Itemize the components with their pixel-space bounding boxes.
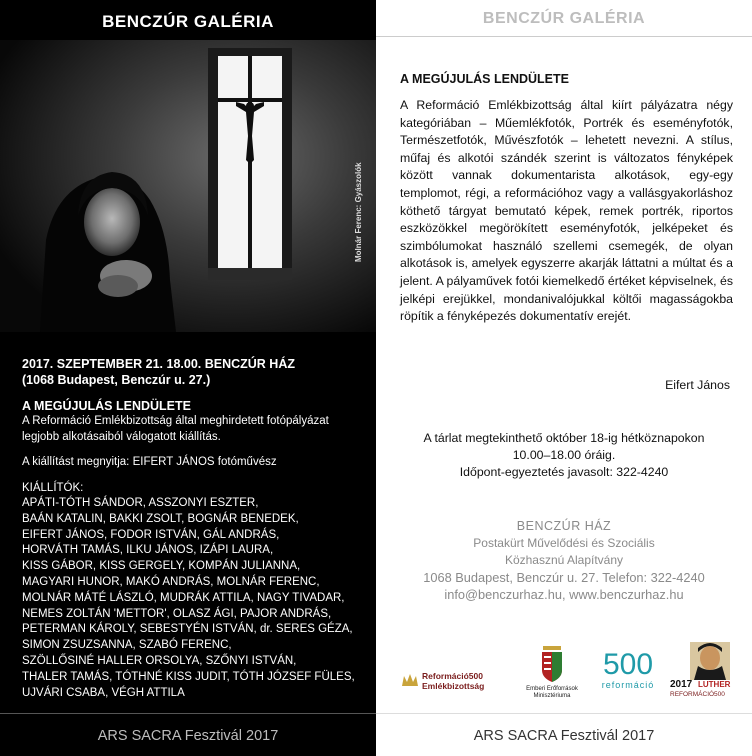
svg-text:500: 500: [602, 648, 654, 681]
exhibitor-line: THALER TAMÁS, TÓTHNÉ KISS JUDIT, TÓTH JÓZSEF FÜLES,: [22, 670, 355, 683]
photo-credit: Molnár Ferenc: Gyászolók: [354, 162, 363, 262]
organizer-contact[interactable]: info@benczurhaz.hu, www.benczurhaz.hu: [444, 587, 684, 602]
crown-icon: [400, 668, 500, 694]
exhibition-description: A Reformáció Emlékbizottság által kiírt pályázatra négy kategóriában – Műemlékfotók, Portrék és eseményfotók, Természetfotók, Művészfotók – lehetett nevezni. A stílus, műfaj és alkotói szándék szerint is változatos fényképek között vannak dokumentarista alkotások, egy-egy templomot, régi, a reformációhoz vagy a vallásgyakorláshoz köthető tárgyat bemutató képek, remek portrék, riportos eszközökkel megörökített eseményfotók, jelképeket és szimbólumokat használó szellemi csemegék, de olyan alkotások is, amelyek egyszerre akarják láttatni a múltat és a jelent. A pályaművek fotói kiemelkedő értéket képviselnek, és jelképi erejükkel, mondanivalójukkal költői magasságokba röpítik a fényképezés dokumentatív erejét.: [400, 98, 733, 324]
exhibitor-line: HORVÁTH TAMÁS, ILKU JÁNOS, IZÁPI LAURA,: [22, 544, 274, 557]
svg-text:REFORMÁCIÓ500: REFORMÁCIÓ500: [670, 691, 725, 698]
mourning-woman-crucifix-photo: [0, 40, 376, 332]
right-footer: [376, 713, 752, 756]
visiting-dates: A tárlat megtekinthető október 18-ig hétköznapokon: [423, 431, 705, 445]
exhibitor-line: MAGYARI HUNOR, MAKÓ ANDRÁS, MOLNÁR FERENC,: [22, 575, 320, 588]
right-exhibition-heading: A MEGÚJULÁS LENDÜLETE: [400, 72, 569, 86]
opening-speaker: A kiállítást megnyitja: EIFERT JÁNOS fotóművész: [22, 456, 277, 468]
exhibitors-list: [22, 496, 367, 701]
left-footer: [0, 713, 376, 756]
reformacio-500-logo: [592, 642, 664, 698]
appointment-phone: Időpont-egyeztetés javasolt: 322-4240: [459, 465, 669, 479]
svg-text:Minisztériuma: Minisztériuma: [533, 693, 571, 698]
event-address: (1068 Budapest, Benczúr u. 27.): [22, 373, 211, 387]
foundation-name-line1: Postakürt Művelődési és Szociális: [473, 536, 655, 550]
exhibitor-line: NEMES ZOLTÁN 'METTOR', OLASZ ÁGI, PAJOR ANDRÁS,: [22, 607, 332, 620]
reformacio-500-icon: [592, 642, 664, 698]
luther-portrait-icon: [668, 640, 736, 698]
exhibitor-line: APÁTI-TÓTH SÁNDOR, ASSZONYI ESZTER,: [22, 497, 259, 509]
svg-text:LUTHER: LUTHER: [698, 680, 731, 689]
exhibitor-line: BAÁN KATALIN, BAKKI ZSOLT, BOGNÁR BENEDEK,: [22, 512, 299, 525]
organizer-name: BENCZÚR HÁZ: [516, 519, 612, 533]
left-exhibition-intro: A Reformáció Emlékbizottság által meghirdetett fotópályázat legjobb alkotásaiból válogatott kiállítás.: [22, 415, 329, 443]
reformacio-emlekbizottsag-logo: [400, 668, 500, 694]
svg-text:reformáció: reformáció: [601, 680, 655, 690]
right-gallery-title: BENCZÚR GALÉRIA: [482, 10, 646, 27]
exhibitor-line: KISS GÁBOR, KISS GERGELY, KOMPÁN JULIANNA,: [22, 560, 301, 573]
emmi-ministry-logo: [504, 644, 600, 698]
luther-2017-logo: [668, 640, 736, 698]
description-author: Eifert János: [665, 378, 730, 392]
exhibition-photo: [0, 40, 376, 332]
exhibitor-line: MOLNÁR MÁTÉ LÁSZLÓ, MUDRÁK ATTILA, NAGY TIVADAR,: [22, 591, 345, 604]
visiting-info: [376, 430, 752, 481]
right-panel: [376, 0, 752, 756]
exhibitor-line: SIMON ZSUZSANNA, SZABÓ FERENC,: [22, 639, 232, 652]
title-divider: [376, 36, 752, 37]
visiting-hours: 10.00–18.00 óráig.: [512, 448, 616, 462]
left-festival-footer: ARS SACRA Fesztivál 2017: [97, 728, 279, 744]
event-date: 2017. SZEPTEMBER 21. 18.00. BENCZÚR HÁZ: [22, 357, 295, 371]
svg-text:Emlékbizottság: Emlékbizottság: [422, 681, 485, 691]
left-exhibition-heading: A MEGÚJULÁS LENDÜLETE: [22, 399, 191, 413]
sponsor-logos: [376, 640, 752, 700]
exhibitor-line: SZÖLLŐSINÉ HALLER ORSOLYA, SZŐNYI ISTVÁN,: [22, 654, 297, 667]
exhibitors-label: KIÁLLÍTÓK:: [22, 482, 84, 494]
exhibitor-line: PETERMAN KÁROLY, SEBESTYÉN ISTVÁN, dr. SERES GÉZA,: [22, 623, 353, 636]
svg-text:Emberi Erőforrások: Emberi Erőforrások: [526, 686, 578, 692]
right-festival-footer: ARS SACRA Fesztivál 2017: [473, 728, 655, 744]
organizer-address: 1068 Budapest, Benczúr u. 27. Telefon: 322-4240: [423, 570, 705, 585]
svg-text:2017: 2017: [670, 679, 693, 690]
exhibitor-line: UJVÁRI CSABA, VÉGH ATTILA: [22, 686, 185, 699]
foundation-name-line2: Közhasznú Alapítvány: [504, 553, 624, 567]
left-gallery-title: BENCZÚR GALÉRIA: [102, 12, 274, 31]
exhibitor-line: EIFERT JÁNOS, FODOR ISTVÁN, GÁL ANDRÁS,: [22, 528, 280, 541]
organizer-block: [376, 518, 752, 603]
svg-text:Reformáció500: Reformáció500: [422, 671, 483, 681]
coat-of-arms-icon: [504, 644, 600, 698]
